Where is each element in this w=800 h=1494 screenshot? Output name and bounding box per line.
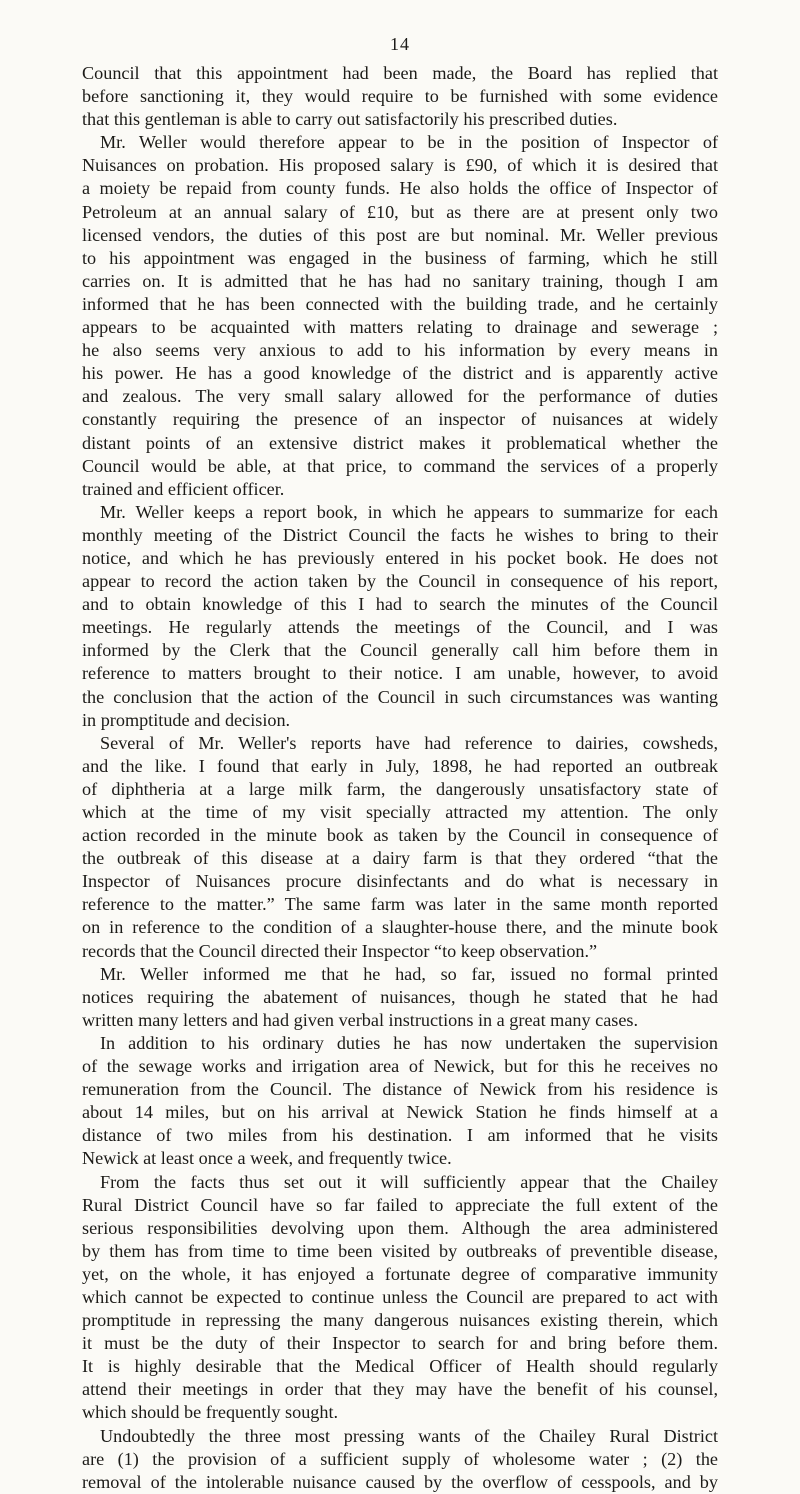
body-text <box>82 62 718 1494</box>
paragraph <box>82 1425 718 1494</box>
text-line: Mr. Weller would therefore appear to be in the position of Inspector of <box>100 132 718 153</box>
text-line: Petroleum at an annual salary of £10, but as there are at present only two <box>82 201 718 222</box>
text-line: From the facts thus set out it will sufficiently appear that the Chailey <box>100 1171 718 1192</box>
text-line: the conclusion that the action of the Council in such circumstances was wanting <box>82 686 718 707</box>
text-line: licensed vendors, the duties of this post are but nominal. Mr. Weller previous <box>82 224 718 245</box>
text-line: Rural District Council have so far failed to appreciate the full extent of the <box>82 1194 718 1215</box>
text-line: to his appointment was engaged in the business of farming, which he still <box>82 247 718 268</box>
text-line: Nuisances on probation. His proposed salary is £90, of which it is desired that <box>82 155 718 176</box>
text-line: a moiety be repaid from county funds. He also holds the office of Inspector of <box>82 178 718 199</box>
text-line: and to obtain knowledge of this I had to search the minutes of the Council <box>82 594 718 615</box>
text-line: the outbreak of this disease at a dairy farm is that they ordered “that the <box>82 848 718 869</box>
text-line: about 14 miles, but on his arrival at Newick Station he finds himself at a <box>82 1102 718 1123</box>
text-line: action recorded in the minute book as taken by the Council in consequence of <box>82 825 718 846</box>
text-line: he also seems very anxious to add to his information by every means in <box>82 340 718 361</box>
text-line: trained and efficient officer. <box>82 478 285 499</box>
text-line: distance of two miles from his destination. I am informed that he visits <box>82 1125 718 1146</box>
text-line: removal of the intolerable nuisance caused by the overflow of cesspools, and by <box>82 1471 718 1492</box>
text-line: appears to be acquainted with matters relating to drainage and sewerage ; <box>82 317 718 338</box>
text-line: are (1) the provision of a sufficient supply of wholesome water ; (2) the <box>82 1448 718 1469</box>
text-line: serious responsibilities devolving upon them. Although the area administered <box>82 1217 718 1238</box>
text-line: Council would be able, at that price, to command the services of a properly <box>82 455 718 476</box>
text-line: meetings. He regularly attends the meetings of the Council, and I was <box>82 617 718 638</box>
text-line: Mr. Weller informed me that he had, so far, issued no formal printed <box>100 963 718 984</box>
text-line: In addition to his ordinary duties he has now undertaken the supervision <box>100 1032 718 1053</box>
paragraph <box>82 1032 718 1171</box>
paragraph <box>82 963 718 1032</box>
text-line: Newick at least once a week, and frequently twice. <box>82 1148 452 1169</box>
text-line: and zealous. The very small salary allowed for the performance of duties <box>82 386 718 407</box>
text-line: It is highly desirable that the Medical Officer of Health should regularly <box>82 1356 718 1377</box>
text-line: Undoubtedly the three most pressing wants of the Chailey Rural District <box>100 1425 718 1446</box>
paragraph <box>82 131 718 501</box>
text-line: and the like. I found that early in July, 1898, he had reported an outbreak <box>82 755 718 776</box>
text-line: reference to matters brought to their notice. I am unable, however, to avoid <box>82 663 718 684</box>
text-line: which at the time of my visit specially attracted my attention. The only <box>82 802 718 822</box>
text-line: Several of Mr. Weller's reports have had reference to dairies, cowsheds, <box>100 732 718 753</box>
text-line: which should be frequently sought. <box>82 1402 339 1423</box>
page-number: 14 <box>390 34 410 54</box>
text-line: remuneration from the Council. The distance of Newick from his residence is <box>82 1079 718 1100</box>
text-line: by them has from time to time been visited by outbreaks of preventible disease, <box>82 1240 718 1261</box>
text-line: yet, on the whole, it has enjoyed a fortunate degree of comparative immunity <box>82 1263 718 1284</box>
text-line: Council that this appointment had been made, the Board has replied that <box>82 63 718 83</box>
text-line: of the sewage works and irrigation area of Newick, but for this he receives no <box>82 1056 718 1077</box>
text-line: carries on. It is admitted that he has had no sanitary training, though I am <box>82 270 718 291</box>
text-line: Mr. Weller keeps a report book, in which he appears to summarize for each <box>100 501 718 522</box>
text-line: distant points of an extensive district makes it problematical whether the <box>82 432 718 453</box>
text-line: of diphtheria at a large milk farm, the dangerously unsatisfactory state of <box>82 778 718 799</box>
paragraph <box>82 732 718 963</box>
paragraph <box>82 501 718 732</box>
text-line: attend their meetings in order that they may have the benefit of his counsel, <box>82 1379 718 1400</box>
text-line: which cannot be expected to continue unless the Council are prepared to act with <box>82 1286 718 1307</box>
text-line: before sanctioning it, they would require to be furnished with some evidence <box>82 86 718 107</box>
paragraph <box>82 1171 718 1425</box>
text-line: constantly requiring the presence of an inspector of nuisances at widely <box>82 409 718 430</box>
text-line: in promptitude and decision. <box>82 709 291 730</box>
text-line: reference to the matter.” The same farm was later in the same month reported <box>82 894 718 915</box>
paragraph <box>82 62 718 131</box>
text-line: on in reference to the condition of a slaughter-house there, and the minute book <box>82 917 718 938</box>
text-line: informed by the Clerk that the Council generally call him before them in <box>82 640 718 661</box>
text-line: written many letters and had given verbal instructions in a great many cases. <box>82 1009 639 1030</box>
text-line: monthly meeting of the District Council the facts he wishes to bring to their <box>82 524 718 545</box>
text-line: his power. He has a good knowledge of the district and is apparently active <box>82 363 718 384</box>
text-line: notices requiring the abatement of nuisances, though he stated that he had <box>82 986 718 1007</box>
text-line: promptitude in repressing the many dangerous nuisances existing therein, which <box>82 1310 718 1331</box>
text-line: Inspector of Nuisances procure disinfectants and do what is necessary in <box>82 871 718 892</box>
text-line: notice, and which he has previously entered in his pocket book. He does not <box>82 547 718 568</box>
text-line: records that the Council directed their Inspector “to keep observation.” <box>82 940 598 961</box>
text-line: that this gentleman is able to carry out satisfactorily his prescribed duties. <box>82 109 618 130</box>
text-line: it must be the duty of their Inspector to search for and bring before them. <box>82 1333 718 1354</box>
text-line: appear to record the action taken by the Council in consequence of his report, <box>82 571 718 592</box>
text-line: informed that he has been connected with the building trade, and he certainly <box>82 293 718 314</box>
